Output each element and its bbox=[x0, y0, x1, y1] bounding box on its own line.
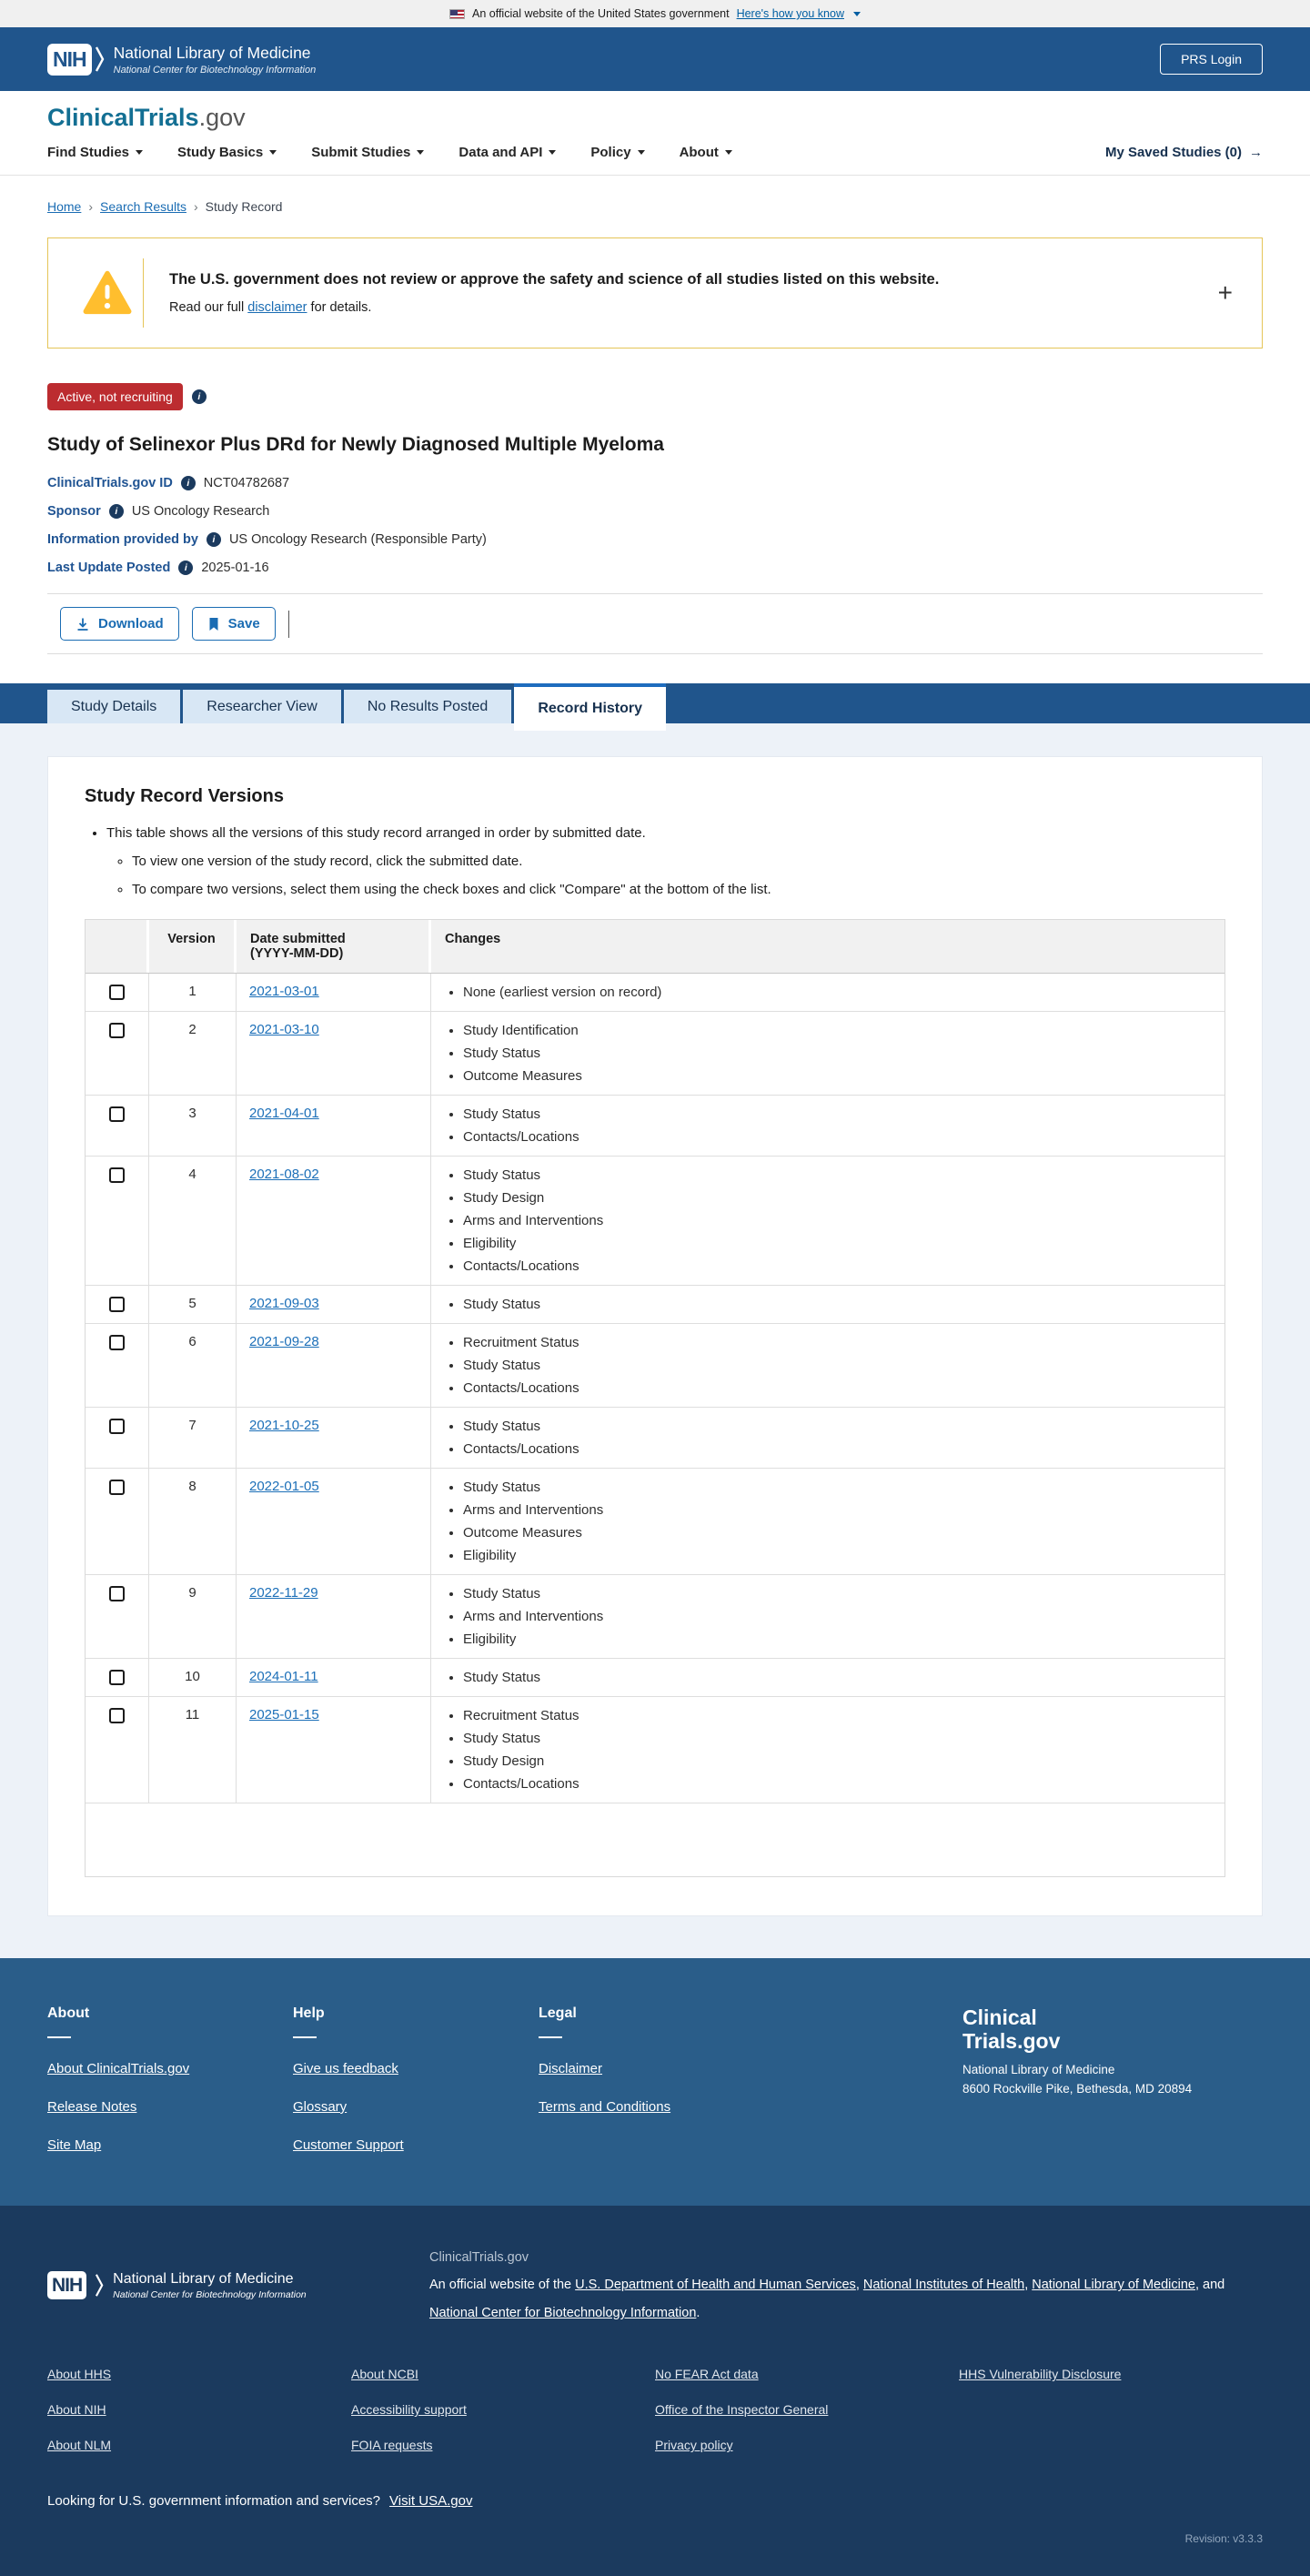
nlm-footer-logo[interactable] bbox=[47, 2244, 386, 2327]
subfooter-link[interactable]: Accessibility support bbox=[351, 2402, 467, 2418]
info-icon[interactable]: i bbox=[181, 476, 196, 490]
info-icon[interactable]: i bbox=[178, 561, 193, 575]
page-title: Study of Selinexor Plus DRd for Newly Diagnosed Multiple Myeloma bbox=[47, 434, 664, 455]
footer-brand bbox=[962, 2005, 1263, 2153]
my-saved-studies-link[interactable] bbox=[1105, 145, 1263, 160]
date-submitted-link[interactable]: 2021-03-10 bbox=[249, 1022, 319, 1037]
nih-chevron-icon bbox=[96, 45, 105, 73]
nih-acronym: NIH bbox=[47, 44, 92, 76]
save-button[interactable]: Save bbox=[192, 607, 276, 641]
chevron-down-icon bbox=[549, 150, 556, 155]
us-flag-icon bbox=[449, 9, 465, 19]
table-row bbox=[86, 974, 1224, 1012]
change-item: • Study Status bbox=[463, 1297, 1212, 1312]
nav-item-policy[interactable]: Policy bbox=[590, 145, 644, 160]
change-item: • Outcome Measures bbox=[463, 1068, 1212, 1084]
change-item: • Study Status bbox=[463, 1419, 1212, 1434]
instruction-item: ◦ To compare two versions, select them using the check boxes and click "Compare" at the bottom of the list. bbox=[132, 882, 1225, 897]
version-checkbox[interactable] bbox=[109, 1708, 125, 1723]
subfooter-column bbox=[351, 2367, 655, 2473]
breadcrumb-separator: › bbox=[88, 199, 94, 214]
change-item: • Study Status bbox=[463, 1358, 1212, 1373]
study-meta bbox=[47, 476, 1263, 575]
meta-row: Sponsor i US Oncology Research bbox=[47, 504, 270, 519]
date-submitted-link[interactable]: 2025-01-15 bbox=[249, 1707, 319, 1722]
version-number: 6 bbox=[149, 1324, 237, 1407]
status-badge: Active, not recruiting bbox=[47, 383, 183, 410]
change-item: • Study Identification bbox=[463, 1023, 1212, 1038]
date-submitted-link[interactable]: 2021-04-01 bbox=[249, 1106, 319, 1121]
change-item: • Contacts/Locations bbox=[463, 1129, 1212, 1145]
record-tabbar bbox=[0, 683, 1310, 723]
change-item: • Contacts/Locations bbox=[463, 1441, 1212, 1457]
version-checkbox[interactable] bbox=[109, 1297, 125, 1312]
clinicaltrials-logo[interactable] bbox=[47, 104, 1263, 132]
status-info-icon[interactable]: i bbox=[192, 389, 207, 404]
chevron-down-icon bbox=[136, 150, 143, 155]
change-item: • Arms and Interventions bbox=[463, 1502, 1212, 1518]
divider bbox=[539, 2036, 562, 2038]
version-number: 2 bbox=[149, 1012, 237, 1095]
nav-item-data-and-api[interactable]: Data and API bbox=[458, 145, 556, 160]
meta-row: Last Update Posted i 2025-01-16 bbox=[47, 561, 269, 575]
change-item: • Eligibility bbox=[463, 1236, 1212, 1251]
footer-link[interactable]: Customer Support bbox=[293, 2137, 404, 2153]
change-item: • Outcome Measures bbox=[463, 1525, 1212, 1541]
table-row bbox=[86, 1408, 1224, 1469]
version-checkbox[interactable] bbox=[109, 1106, 125, 1122]
section-title: Study Record Versions bbox=[85, 786, 284, 806]
subfooter-link[interactable]: Office of the Inspector General bbox=[655, 2402, 829, 2418]
nih-logo[interactable] bbox=[47, 44, 316, 76]
date-submitted-link[interactable]: 2022-01-05 bbox=[249, 1479, 319, 1494]
revision-label: Revision: v3.3.3 bbox=[1184, 2532, 1263, 2546]
version-number: 3 bbox=[149, 1096, 237, 1156]
change-item: • Study Status bbox=[463, 1731, 1212, 1746]
change-item: • Arms and Interventions bbox=[463, 1213, 1212, 1228]
change-item: • Study Status bbox=[463, 1586, 1212, 1601]
table-row bbox=[86, 1324, 1224, 1408]
date-submitted-link[interactable]: 2021-10-25 bbox=[249, 1418, 319, 1433]
record-history-content bbox=[0, 723, 1310, 1958]
versions-card bbox=[47, 756, 1263, 1916]
prs-login-button[interactable]: PRS Login bbox=[1160, 44, 1263, 75]
footer-link[interactable]: Site Map bbox=[47, 2137, 102, 2153]
subfooter-link[interactable]: FOIA requests bbox=[351, 2438, 433, 2453]
table-header bbox=[86, 920, 1224, 974]
change-item: • Study Status bbox=[463, 1480, 1212, 1495]
subfooter-link[interactable]: About HHS bbox=[47, 2367, 112, 2382]
change-item: • Recruitment Status bbox=[463, 1708, 1212, 1723]
nav-item-submit-studies[interactable]: Submit Studies bbox=[311, 145, 424, 160]
changes-cell bbox=[431, 1286, 1224, 1323]
download-button[interactable]: Download bbox=[60, 607, 179, 641]
header-changes: Changes bbox=[431, 920, 1224, 973]
breadcrumb-separator: › bbox=[193, 199, 198, 214]
main-nav bbox=[47, 145, 1263, 175]
instruction-item: ◦ To view one version of the study record, click the submitted date. bbox=[132, 854, 1225, 869]
footer-org: National Library of Medicine bbox=[962, 2062, 1115, 2076]
version-number: 9 bbox=[149, 1575, 237, 1658]
instructions-list bbox=[85, 825, 1225, 897]
breadcrumb-link[interactable]: Search Results bbox=[100, 199, 186, 214]
table-footer-space bbox=[86, 1803, 1224, 1876]
version-number: 4 bbox=[149, 1157, 237, 1285]
version-checkbox[interactable] bbox=[109, 1335, 125, 1350]
changes-cell bbox=[431, 974, 1224, 1011]
changes-cell bbox=[431, 1324, 1224, 1407]
version-number: 11 bbox=[149, 1697, 237, 1803]
divider bbox=[293, 2036, 317, 2038]
change-item: • Arms and Interventions bbox=[463, 1609, 1212, 1624]
footer-column: Legal Disclaimer Terms and Conditions bbox=[539, 2005, 784, 2153]
site-header bbox=[0, 91, 1310, 176]
table-row bbox=[86, 1157, 1224, 1286]
ncbi-subtitle: National Center for Biotechnology Information bbox=[113, 64, 317, 76]
official-site-link[interactable]: National Institutes of Health bbox=[862, 2278, 1025, 2293]
site-footer bbox=[0, 1958, 1310, 2206]
gov-banner bbox=[0, 0, 1310, 27]
header-date: Date submitted (YYYY-MM-DD) bbox=[237, 920, 431, 973]
table-row bbox=[86, 1096, 1224, 1157]
brand-primary: ClinicalTrials bbox=[47, 104, 199, 131]
table-row bbox=[86, 1659, 1224, 1697]
meta-row: Information provided by i US Oncology Research (Responsible Party) bbox=[47, 532, 487, 547]
visit-usagov-link[interactable]: Visit USA.gov bbox=[389, 2493, 473, 2510]
official-site-link[interactable]: U.S. Department of Health and Human Services bbox=[575, 2278, 856, 2293]
nlm-wordmark bbox=[114, 44, 317, 76]
change-item: • Contacts/Locations bbox=[463, 1380, 1212, 1396]
nav-item-study-basics[interactable]: Study Basics bbox=[177, 145, 277, 160]
change-item: • Study Status bbox=[463, 1670, 1212, 1685]
version-number: 10 bbox=[149, 1659, 237, 1696]
change-item: • None (earliest version on record) bbox=[463, 985, 1212, 1000]
changes-cell bbox=[431, 1575, 1224, 1658]
study-header-section bbox=[0, 176, 1310, 654]
download-icon bbox=[76, 617, 90, 631]
chevron-down-icon bbox=[853, 12, 861, 16]
saved-label: My Saved Studies (0) bbox=[1104, 145, 1242, 160]
version-checkbox[interactable] bbox=[109, 1023, 125, 1038]
version-checkbox[interactable] bbox=[109, 1480, 125, 1495]
change-item: • Study Status bbox=[463, 1167, 1212, 1183]
subfooter-link[interactable]: About NCBI bbox=[351, 2367, 418, 2382]
warning-triangle-icon bbox=[83, 270, 132, 316]
subfooter-column bbox=[959, 2367, 1263, 2473]
bookmark-icon bbox=[207, 617, 220, 631]
tab-no-results-posted[interactable]: No Results Posted bbox=[344, 690, 512, 723]
chevron-down-icon bbox=[638, 150, 645, 155]
breadcrumb-current: Study Record bbox=[205, 199, 283, 214]
table-row bbox=[86, 1697, 1224, 1803]
info-icon[interactable]: i bbox=[109, 504, 124, 519]
footer-link[interactable]: Give us feedback bbox=[293, 2061, 398, 2076]
changes-cell bbox=[431, 1659, 1224, 1696]
date-submitted-link[interactable]: 2022-11-29 bbox=[249, 1585, 318, 1601]
gov-banner-text: An official website of the United States government bbox=[472, 7, 730, 20]
version-number: 8 bbox=[149, 1469, 237, 1574]
subfooter-link[interactable]: HHS Vulnerability Disclosure bbox=[959, 2367, 1122, 2382]
subfooter-link[interactable]: Privacy policy bbox=[655, 2438, 733, 2453]
footer-link[interactable]: Terms and Conditions bbox=[539, 2099, 671, 2115]
change-item: • Eligibility bbox=[463, 1631, 1212, 1647]
disclaimer-headline: The U.S. government does not review or approve the safety and science of all studies listed on this website. bbox=[169, 271, 940, 288]
disclaimer-link[interactable]: disclaimer bbox=[247, 300, 307, 315]
version-checkbox[interactable] bbox=[109, 1670, 125, 1685]
breadcrumb bbox=[47, 199, 1263, 214]
breadcrumb-link[interactable]: Home bbox=[47, 199, 82, 214]
nlm-footer-wordmark: National Library of Medicine National Center for Biotechnology Information bbox=[113, 2270, 307, 2300]
date-submitted-link[interactable]: 2021-09-03 bbox=[249, 1296, 319, 1311]
changes-cell bbox=[431, 1697, 1224, 1803]
nav-item-find-studies[interactable]: Find Studies bbox=[47, 145, 143, 160]
official-website-desc: ClinicalTrials.gov An official website of the U.S. Department of Health and Human Services, National Institutes of Health, National Library of Medicine, and National Center for Biotechnology Information. bbox=[429, 2244, 1263, 2327]
date-submitted-link[interactable]: 2024-01-11 bbox=[249, 1669, 318, 1684]
version-number: 1 bbox=[149, 974, 237, 1011]
tab-study-details[interactable]: Study Details bbox=[47, 690, 180, 723]
footer-column: Help Give us feedback Glossary Customer Support bbox=[293, 2005, 539, 2153]
change-item: • Eligibility bbox=[463, 1548, 1212, 1563]
date-submitted-link[interactable]: 2021-09-28 bbox=[249, 1334, 319, 1349]
table-row bbox=[86, 1469, 1224, 1575]
official-site-link[interactable]: National Center for Biotechnology Information bbox=[429, 2305, 697, 2320]
expand-banner-button[interactable]: + bbox=[1213, 280, 1238, 306]
nlm-title: National Library of Medicine bbox=[113, 43, 311, 62]
subfooter-column bbox=[655, 2367, 959, 2473]
subfooter-link[interactable]: About NLM bbox=[47, 2438, 112, 2453]
nih-header bbox=[0, 27, 1310, 91]
changes-cell bbox=[431, 1469, 1224, 1574]
footer-link[interactable]: Glossary bbox=[293, 2099, 348, 2115]
nav-item-about[interactable]: About bbox=[680, 145, 732, 160]
change-item: • Contacts/Locations bbox=[463, 1258, 1212, 1274]
version-number: 7 bbox=[149, 1408, 237, 1468]
table-row bbox=[86, 1012, 1224, 1096]
version-number: 5 bbox=[149, 1286, 237, 1323]
nih-chevron-icon bbox=[96, 2273, 104, 2298]
tab-researcher-view[interactable]: Researcher View bbox=[183, 690, 341, 723]
footer-logo: Clinical Trials.gov bbox=[962, 2005, 1061, 2054]
table-row bbox=[86, 1575, 1224, 1659]
footer-address: 8600 Rockville Pike, Bethesda, MD 20894 bbox=[962, 2081, 1193, 2096]
usa-gov-line: Looking for U.S. government information and services? Visit USA.gov bbox=[47, 2493, 473, 2510]
chevron-down-icon bbox=[417, 150, 424, 155]
footer-link[interactable]: Disclaimer bbox=[539, 2061, 603, 2076]
footer-brand-text: ClinicalTrials.gov bbox=[429, 2250, 529, 2265]
heres-how-link[interactable]: Here's how you know bbox=[736, 7, 844, 20]
tab-record-history[interactable]: Record History bbox=[514, 683, 666, 731]
footer-link[interactable]: About ClinicalTrials.gov bbox=[47, 2061, 190, 2076]
disclaimer-body: Read our full disclaimer for details. bbox=[169, 300, 372, 315]
change-item: • Study Design bbox=[463, 1190, 1212, 1206]
header-version: Version bbox=[149, 920, 237, 973]
date-submitted-link[interactable]: 2021-08-02 bbox=[249, 1167, 319, 1182]
brand-suffix: .gov bbox=[198, 104, 246, 131]
intro-text: This table shows all the versions of this study record arranged in order by submitted date. bbox=[106, 825, 646, 841]
arrow-right-icon: → bbox=[1249, 145, 1263, 160]
footer-link[interactable]: Release Notes bbox=[47, 2099, 137, 2115]
table-row bbox=[86, 1286, 1224, 1324]
subfooter-link[interactable]: About NIH bbox=[47, 2402, 106, 2418]
date-submitted-link[interactable]: 2021-03-01 bbox=[249, 984, 319, 999]
nih-acronym: NIH bbox=[47, 2271, 86, 2299]
official-site-link[interactable]: National Library of Medicine bbox=[1032, 2278, 1195, 2293]
nlm-footer bbox=[0, 2206, 1310, 2576]
changes-cell bbox=[431, 1157, 1224, 1285]
version-checkbox[interactable] bbox=[109, 985, 125, 1000]
subfooter-column bbox=[47, 2367, 351, 2473]
footer-column: About About ClinicalTrials.gov Release Notes Site Map bbox=[47, 2005, 293, 2153]
divider bbox=[47, 2036, 71, 2038]
government-disclaimer-banner bbox=[47, 237, 1263, 349]
study-toolbar bbox=[47, 593, 1263, 654]
divider bbox=[143, 258, 144, 328]
version-checkbox[interactable] bbox=[109, 1586, 125, 1601]
chevron-down-icon bbox=[725, 150, 732, 155]
change-item: • Recruitment Status bbox=[463, 1335, 1212, 1350]
version-checkbox[interactable] bbox=[109, 1167, 125, 1183]
meta-row: ClinicalTrials.gov ID i NCT04782687 bbox=[47, 476, 290, 490]
text-cursor bbox=[288, 611, 289, 638]
header-checkbox-col bbox=[86, 920, 149, 973]
version-checkbox[interactable] bbox=[109, 1419, 125, 1434]
changes-cell bbox=[431, 1408, 1224, 1468]
subfooter-link[interactable]: No FEAR Act data bbox=[655, 2367, 759, 2382]
changes-cell bbox=[431, 1096, 1224, 1156]
change-item: • Study Status bbox=[463, 1046, 1212, 1061]
versions-table bbox=[85, 919, 1225, 1877]
changes-cell bbox=[431, 1012, 1224, 1095]
info-icon[interactable]: i bbox=[207, 532, 221, 547]
chevron-down-icon bbox=[269, 150, 277, 155]
change-item: • Study Design bbox=[463, 1753, 1212, 1769]
change-item: • Contacts/Locations bbox=[463, 1776, 1212, 1792]
change-item: • Study Status bbox=[463, 1106, 1212, 1122]
